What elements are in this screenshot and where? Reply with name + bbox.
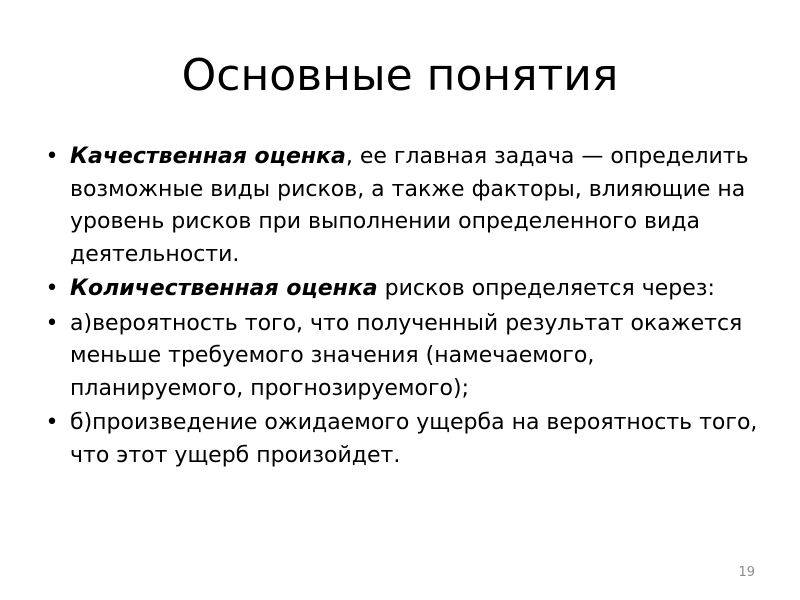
bullet-marker: • <box>45 410 59 435</box>
bullet-term: Качественная оценка <box>70 144 346 169</box>
bullet-text: а)вероятность того, что полученный результат окажется меньше требуемого значения (намечаемого, планируемого, прогнозируемого); <box>70 310 743 401</box>
slide-title: Основные понятия <box>181 50 619 101</box>
bullet-list <box>45 141 770 474</box>
bullet-text: рисков определяется через: <box>377 276 715 301</box>
bullet-text: б)произведение ожидаемого ущерба на вероятность того, что этот ущерб произойдет. <box>70 410 758 468</box>
page-number: 19 <box>738 565 755 580</box>
bullet-item-probability <box>45 308 770 406</box>
bullet-item-quantitative <box>45 273 770 306</box>
bullet-item-expected-damage <box>45 407 770 472</box>
bullet-marker: • <box>45 144 59 169</box>
bullet-marker: • <box>45 310 59 336</box>
bullet-item-qualitative <box>45 141 770 271</box>
bullet-term: Количественная оценка <box>70 276 378 301</box>
bullet-marker: • <box>45 276 59 301</box>
bullet-text: , ее главная задача — определить возможные виды рисков, а также факторы, влияющие на уровень рисков при выполнении определенного вида деятельности. <box>70 144 749 267</box>
